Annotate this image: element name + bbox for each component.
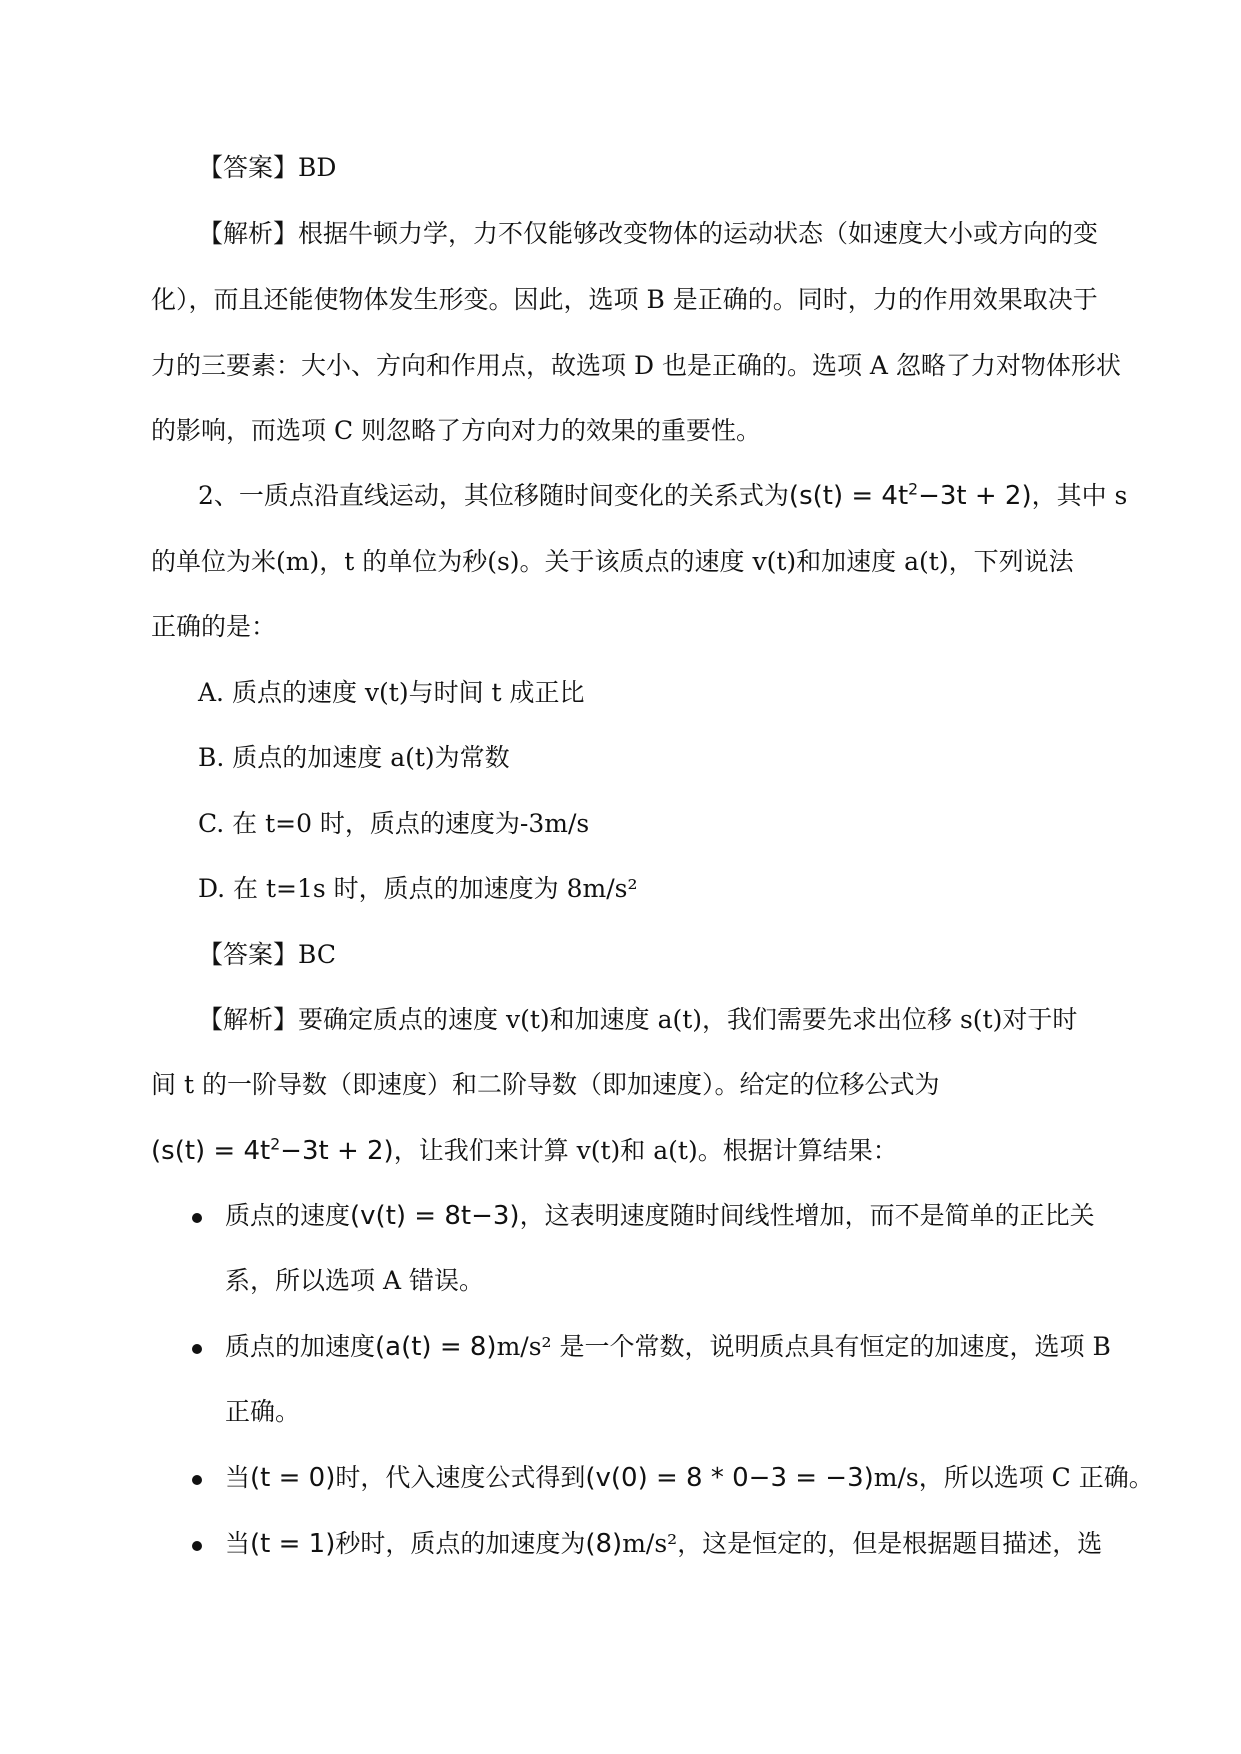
q1-analysis-line-2: 化），而且还能使物体发生形变。因此，选项 B 是正确的。同时，力的作用效果取决于 xyxy=(151,285,1098,314)
bullet-2-line-1 xyxy=(225,1332,1111,1363)
formula-base: (s(t) = 4t xyxy=(788,481,909,511)
bullet-2-line-2: 正确。 xyxy=(225,1397,301,1426)
bullet-3-text-a: 当 xyxy=(225,1463,251,1492)
bullet-1-formula: (v(t) = 8t−3) xyxy=(350,1201,520,1231)
q2-analysis-line-2: 间 t 的一阶导数（即速度）和二阶导数（即加速度）。给定的位移公式为 xyxy=(151,1070,940,1099)
bullet-dot xyxy=(192,1213,202,1223)
bullet-dot xyxy=(192,1344,202,1354)
formula-exponent: 2 xyxy=(908,480,919,499)
q1-analysis-line-3: 力的三要素：大小、方向和作用点，故选项 D 也是正确的。选项 A 忽略了力对物体形状 xyxy=(151,351,1121,380)
q2-analysis-line-3 xyxy=(151,1136,898,1167)
bullet-4-formula-1: (t = 1) xyxy=(250,1529,336,1559)
bullet-1-line-1 xyxy=(225,1201,1095,1232)
q2-analysis-line-1: 【解析】要确定质点的速度 v(t)和加速度 a(t)，我们需要先求出位移 s(t)对于时 xyxy=(198,1005,1078,1034)
formula-tail: −3t + 2) xyxy=(918,481,1032,511)
bullet-1-line-2: 系，所以选项 A 错误。 xyxy=(225,1266,484,1295)
bullet-4-formula-2: (8) xyxy=(585,1529,623,1559)
bullet-2-text-b: m/s² 是一个常数，说明质点具有恒定的加速度，选项 B xyxy=(496,1332,1111,1361)
formula-base: (s(t) = 4t xyxy=(151,1136,271,1166)
formula-exponent: 2 xyxy=(270,1135,281,1154)
bullet-3-line-1 xyxy=(225,1463,1154,1494)
bullet-dot xyxy=(192,1541,202,1551)
q1-analysis-line-4: 的影响，而选项 C 则忽略了方向对力的效果的重要性。 xyxy=(151,416,762,445)
bullet-3-text-b: 时，代入速度公式得到 xyxy=(335,1463,586,1492)
q2-option-a: A. 质点的速度 v(t)与时间 t 成正比 xyxy=(198,678,585,707)
q1-answer: 【答案】BD xyxy=(198,153,337,182)
bullet-3-formula-2: (v(0) = 8 * 0−3 = −3) xyxy=(585,1463,874,1493)
formula-tail: −3t + 2) xyxy=(280,1136,394,1166)
q2-stem-line-1 xyxy=(198,481,1127,512)
bullet-3-text-c: m/s，所以选项 C 正确。 xyxy=(873,1463,1154,1492)
bullet-dot xyxy=(192,1475,202,1485)
bullet-2-formula: (a(t) = 8) xyxy=(375,1332,497,1362)
q2-option-b: B. 质点的加速度 a(t)为常数 xyxy=(198,743,510,772)
bullet-4-line-1 xyxy=(225,1529,1102,1560)
bullet-3-formula-1: (t = 0) xyxy=(250,1463,336,1493)
bullet-1-text-b: ，这表明速度随时间线性增加，而不是简单的正比关 xyxy=(519,1201,1095,1230)
q2-answer: 【答案】BC xyxy=(198,940,336,969)
q2-stem-text-b: ，其中 s xyxy=(1031,481,1128,510)
bullet-1-text-a: 质点的速度 xyxy=(225,1201,351,1230)
bullet-4-text-b: 秒时，质点的加速度为 xyxy=(335,1529,586,1558)
q2-stem-line-2: 的单位为米(m)，t 的单位为秒(s)。关于该质点的速度 v(t)和加速度 a(t)，下列说法 xyxy=(151,547,1074,576)
q2-analysis-formula xyxy=(151,1136,394,1166)
q2-formula xyxy=(789,481,1032,511)
q2-option-c: C. 在 t=0 时，质点的速度为-3m/s xyxy=(198,809,590,838)
bullet-4-text-c: m/s²，这是恒定的，但是根据题目描述，选 xyxy=(622,1529,1103,1558)
q2-stem-text: 2、一质点沿直线运动，其位移随时间变化的关系式为 xyxy=(198,481,789,510)
bullet-4-text-a: 当 xyxy=(225,1529,251,1558)
q2-stem-line-3: 正确的是： xyxy=(151,612,277,641)
q1-analysis-line-1: 【解析】根据牛顿力学，力不仅能够改变物体的运动状态（如速度大小或方向的变 xyxy=(198,219,1099,248)
q2-analysis-line-3-text: ，让我们来计算 v(t)和 a(t)。根据计算结果： xyxy=(393,1136,898,1165)
bullet-2-text-a: 质点的加速度 xyxy=(225,1332,376,1361)
q2-option-d: D. 在 t=1s 时，质点的加速度为 8m/s² xyxy=(198,874,638,903)
